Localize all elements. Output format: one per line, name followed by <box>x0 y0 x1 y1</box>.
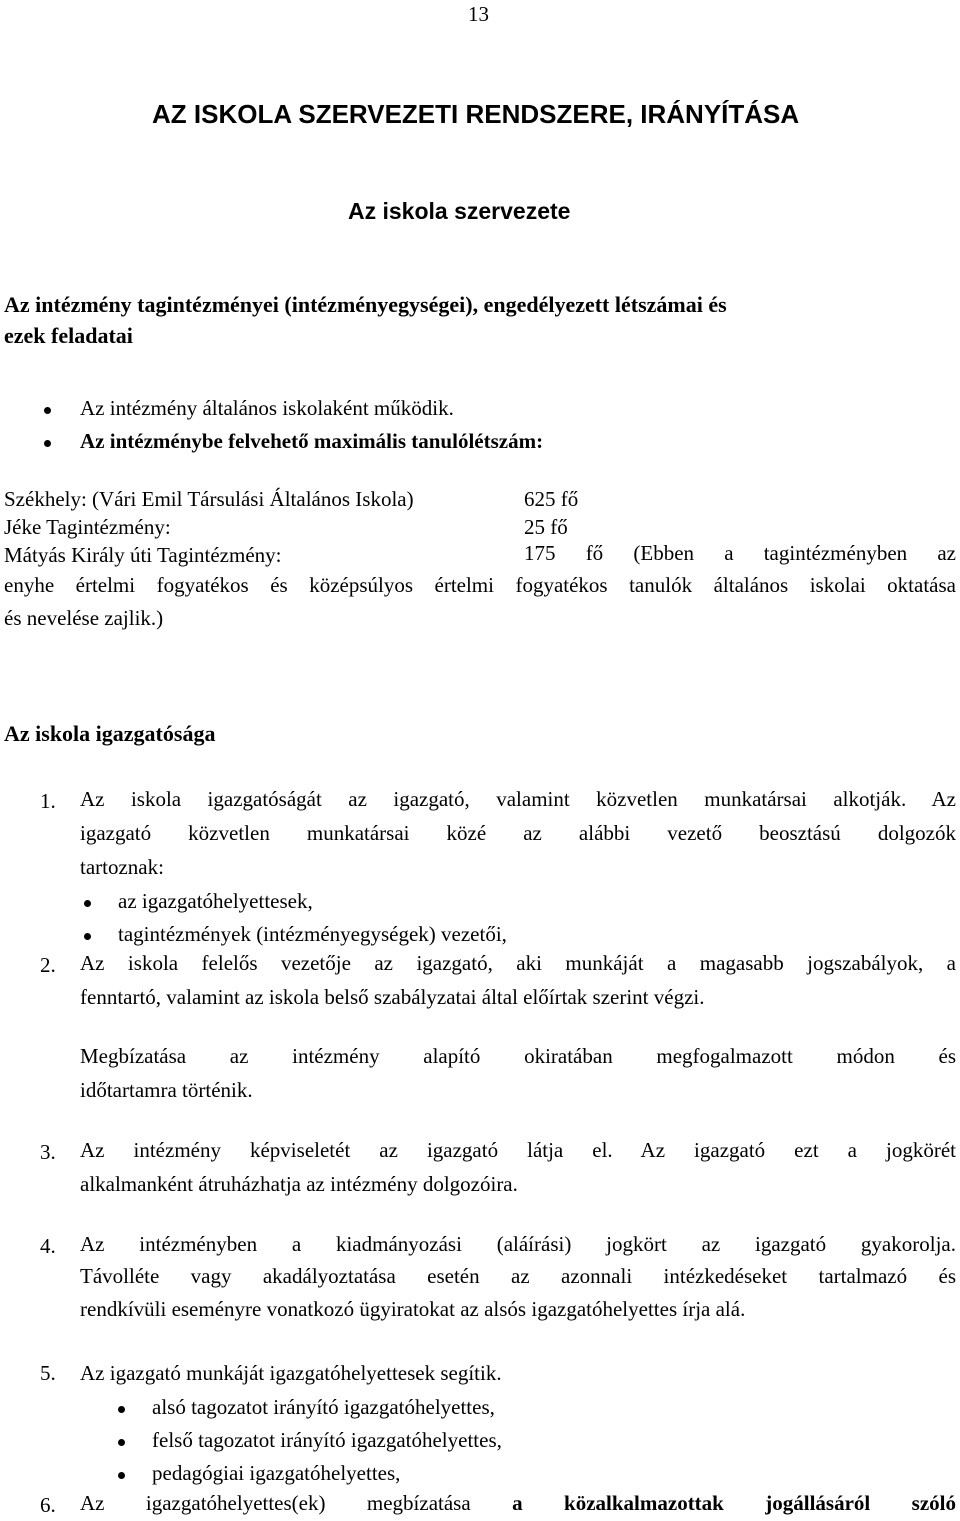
item6-line1 <box>80 1493 956 1514</box>
bullet-dot-icon <box>84 900 91 907</box>
row-value-matyas: 175 fő (Ebben a tagintézményben az <box>524 541 956 565</box>
bullet-dot-icon <box>84 933 91 940</box>
item2-para2-line2: időtartamra történik. <box>80 1078 253 1102</box>
section1-bullet2: Az intézménybe felvehető maximális tanulólétszám: <box>80 429 544 453</box>
item5-line1: Az igazgató munkáját igazgatóhelyettesek segítik. <box>80 1361 502 1385</box>
item6-number: 6. <box>40 1493 56 1517</box>
section1-heading-line2: ezek feladatai <box>4 323 133 348</box>
section1-continuation-line1: enyhe értelmi fogyatékos és középsúlyos értelmi fogyatékos tanulók általános iskolai oktatása <box>4 573 956 597</box>
bullet-dot-icon <box>118 1439 125 1446</box>
section1-heading-line1: Az intézmény tagintézményei (intézményegységei), engedélyezett létszámai és <box>4 292 727 317</box>
item2-para2-line1: Megbízatása az intézmény alapító okiratában megfogalmazott módon és <box>80 1044 956 1068</box>
item5-number: 5. <box>40 1361 56 1385</box>
item1-line3: tartoznak: <box>80 855 164 879</box>
page-subtitle: Az iskola szervezete <box>348 198 571 224</box>
item2-number: 2. <box>40 953 56 977</box>
section1-bullet1: Az intézmény általános iskolaként működik. <box>80 396 454 420</box>
row-label-matyas: Mátyás Király úti Tagintézmény: <box>4 543 282 567</box>
row-value-szekhely: 625 fő <box>524 487 579 511</box>
section2-heading: Az iskola igazgatósága <box>4 721 216 746</box>
bullet-dot-icon <box>44 440 51 447</box>
row-label-szekhely: Székhely: (Vári Emil Társulási Általános Iskola) <box>4 487 414 511</box>
page-title: AZ ISKOLA SZERVEZETI RENDSZERE, IRÁNYÍTÁSA <box>152 99 800 129</box>
item2-line2: fenntartó, valamint az iskola belső szabályzatai által előírtak szerint végzi. <box>80 985 705 1009</box>
item3-number: 3. <box>40 1140 56 1164</box>
item1-line1: Az iskola igazgatóságát az igazgató, valamint közvetlen munkatársai alkotják. Az <box>80 787 956 811</box>
item6-plain-text: Az igazgatóhelyettes(ek) megbízatása <box>80 1491 471 1515</box>
bullet-dot-icon <box>118 1472 125 1479</box>
bullet-dot-icon <box>118 1406 125 1413</box>
item4-line1: Az intézményben a kiadmányozási (aláírási) jogkört az igazgató gyakorolja. <box>80 1232 956 1256</box>
item5-bullet3: pedagógiai igazgatóhelyettes, <box>152 1461 401 1485</box>
bullet-dot-icon <box>44 407 51 414</box>
row-value-jeke: 25 fő <box>524 515 568 539</box>
item1-line2: igazgató közvetlen munkatársai közé az alábbi vezető beosztású dolgozók <box>80 821 956 845</box>
item6-bold-text: a közalkalmazottak jogállásáról szóló <box>512 1491 957 1515</box>
item3-line2: alkalmanként átruházhatja az intézmény dolgozóira. <box>80 1172 518 1196</box>
item2-line1: Az iskola felelős vezetője az igazgató, aki munkáját a magasabb jogszabályok, a <box>80 951 956 975</box>
page-number: 13 <box>468 2 489 26</box>
row-label-jeke: Jéke Tagintézmény: <box>4 515 171 539</box>
item4-line3: rendkívüli eseményre vonatkozó ügyiratokat az alsós igazgatóhelyettes írja alá. <box>80 1297 746 1321</box>
item3-line1: Az intézmény képviseletét az igazgató látja el. Az igazgató ezt a jogkörét <box>80 1138 956 1162</box>
item4-line2: Távolléte vagy akadályoztatása esetén az azonnali intézkedéseket tartalmazó és <box>80 1264 956 1288</box>
item4-number: 4. <box>40 1234 56 1258</box>
section1-continuation-line2: és nevelése zajlik.) <box>4 606 164 630</box>
item1-number: 1. <box>40 789 56 813</box>
item5-bullet1: alsó tagozatot irányító igazgatóhelyettes, <box>152 1395 495 1419</box>
item1-bullet1: az igazgatóhelyettesek, <box>118 889 313 913</box>
item5-bullet2: felső tagozatot irányító igazgatóhelyettes, <box>152 1428 502 1452</box>
item1-bullet2: tagintézmények (intézményegységek) vezetői, <box>118 922 507 946</box>
